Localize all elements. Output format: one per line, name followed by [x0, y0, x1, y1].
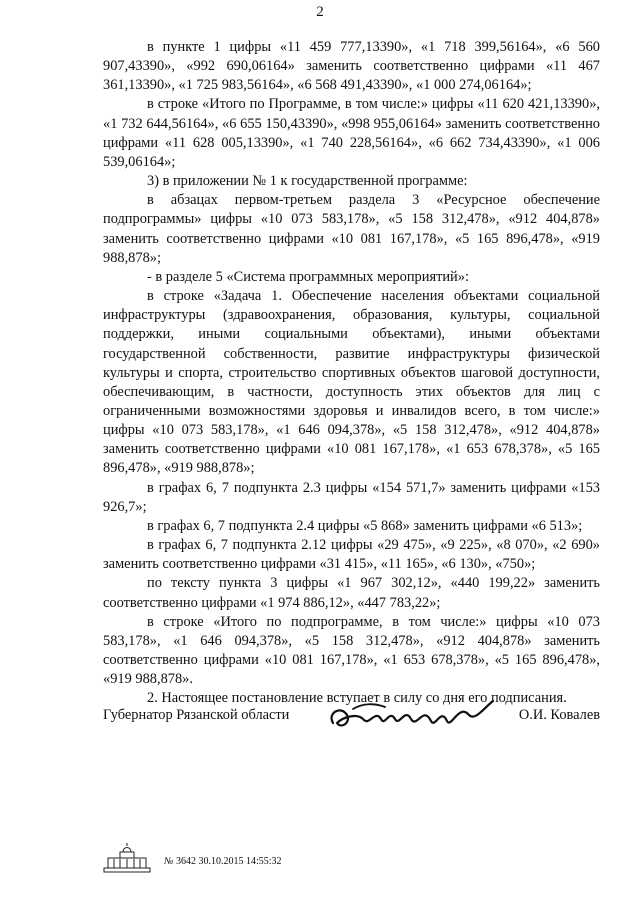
footer-stamp [102, 842, 362, 876]
paragraph-subitem-2-4: в графах 6, 7 подпункта 2.4 цифры «5 868» заменить цифрами «6 513»; [147, 517, 583, 534]
paragraph-section-5: - в разделе 5 «Система программных мероприятий»: [147, 268, 469, 285]
document-body [103, 38, 600, 708]
signatory-name: О.И. Ковалев [518, 707, 600, 723]
page-number: 2 [316, 4, 324, 20]
paragraph-total-program: в строке «Итого по Программе, в том числе:» цифры «11 620 421,13390», «1 732 644,56164», «6 655 150,43390», «998 955,06164» заменить соответственно цифрами «11 628 005,13390», «1 740 228,56164», «6 662 734,43390», «1 006 539,06164»; [103, 96, 600, 170]
paragraph-point-3: по тексту пункта 3 цифры «1 967 302,12», «440 199,22» заменить соответственно цифрами «1 974 886,12», «447 783,22»; [103, 575, 600, 611]
registration-number-date: 3642 30.10.2015 14:55:32 [175, 856, 282, 867]
paragraph-point-1: в пункте 1 цифры «11 459 777,13390», «1 718 399,56164», «6 560 907,43390», «992 690,06164» заменить соответственно цифрами «11 467 361,13390», «1 725 983,56164», «6 568 491,43390», «1 000 274,06164»; [103, 39, 600, 94]
signature-block [103, 705, 600, 745]
government-building-icon [102, 842, 152, 874]
paragraph-subitem-2-3: в графах 6, 7 подпункта 2.3 цифры «154 571,7» заменить цифрами «153 926,7»; [103, 479, 600, 515]
registration-stamp [164, 856, 282, 867]
paragraph-task-1: в строке «Задача 1. Обеспечение населения объектами социальной инфраструктуры (здравоохранения, образования, культуры, социальной поддержки, иными социальными объектами), иными объектами государственной собственности, развитие инфраструктуры физической культуры и спорта, строительство спортивных объектов шаговой доступности, обеспечивающим, в частности, доступность этих объектов для лиц с ограниченными возможностями здоровья и инвалидов всего, в том числе:» цифры «10 073 583,178», «1 646 094,378», «5 158 312,478», «912 404,878» заменить соответственно цифрами «10 081 167,178», «1 653 678,378», «5 165 896,478», «919 988,878»; [103, 288, 600, 477]
paragraph-effective-date: 2. Настоящее постановление вступает в силу со дня его подписания. [147, 690, 567, 707]
paragraph-appendix-1: 3) в приложении № 1 к государственной программе: [147, 173, 468, 190]
paragraph-subitem-2-12: в графах 6, 7 подпункта 2.12 цифры «29 475», «9 225», «8 070», «2 690» заменить соответственно цифрами «31 415», «11 165», «6 130», «750»; [103, 537, 600, 573]
signatory-title: Губернатор Рязанской области [103, 707, 290, 723]
paragraph-section-3: в абзацах первом-третьем раздела 3 «Ресурсное обеспечение подпрограммы» цифры «10 073 583,178», «5 158 312,478», «912 404,878» заменить соответственно цифрами «10 081 167,178», «5 165 896,478», «919 988,878»; [103, 192, 600, 266]
paragraph-total-subprogram: в строке «Итого по подпрограмме, в том числе:» цифры «10 073 583,178», «1 646 094,378», «5 158 312,478», «912 404,878» заменить соответственно цифрами «10 081 167,178», «1 653 678,378», «5 165 896,478», «919 988,878». [103, 613, 600, 688]
number-sign: № [164, 856, 174, 867]
handwritten-signature [323, 695, 503, 739]
